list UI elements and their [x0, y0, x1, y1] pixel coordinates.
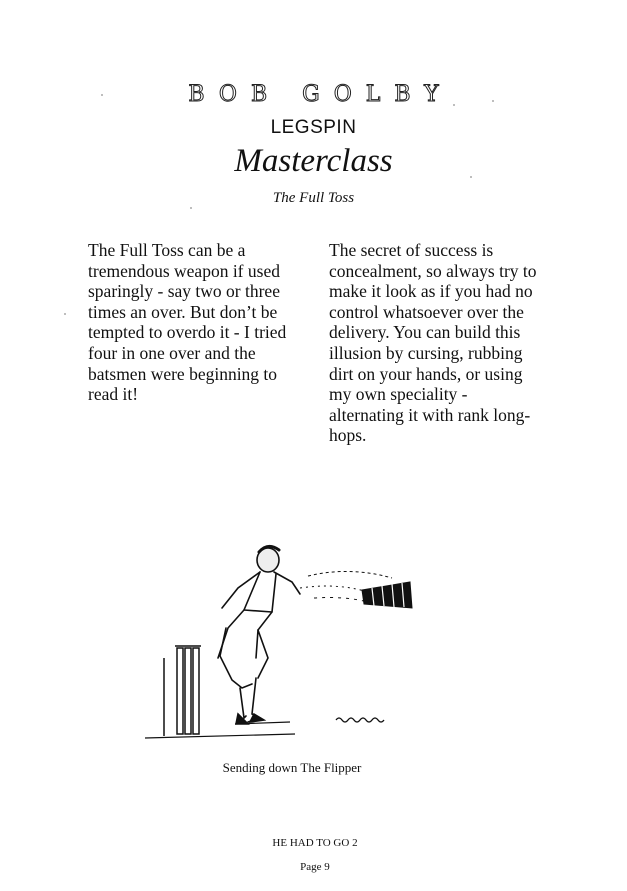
bowler-illustration	[140, 538, 440, 748]
page-title: Masterclass	[234, 143, 393, 179]
author-name: BOB GOLBY	[188, 82, 453, 107]
left-column-text: The Full Toss can be a tremendous weapon if used sparingly - say two or three times an over. But don’t be tempted to overdo it - I tried four in one over and the batsmen were beginning to read it!	[88, 240, 287, 405]
page-subtitle: The Full Toss	[272, 190, 355, 206]
scan-speck	[64, 313, 66, 315]
scan-speck	[492, 100, 494, 102]
scan-speck	[470, 176, 472, 178]
stumps-icon	[164, 646, 201, 736]
right-column-text: The secret of success is concealment, so always try to make it look as if you had no control whatsoever over the delivery. You can build this illusion by cursing, rubbing dirt on your hands, or using my own speciality - alternating it with rank long-hops.	[329, 240, 537, 446]
artist-signature	[336, 718, 384, 722]
publication-title: HE HAD TO GO 2	[272, 837, 358, 849]
illustration-caption: Sending down The Flipper	[222, 760, 362, 775]
scan-speck	[453, 104, 455, 106]
scan-speck	[101, 94, 103, 96]
ground-line	[145, 722, 295, 738]
bowler-figure	[218, 546, 300, 724]
ball-trail-icon	[300, 571, 412, 608]
scan-speck	[190, 207, 192, 209]
series-label: LEGSPIN	[270, 117, 357, 138]
page-number: Page 9	[300, 861, 330, 873]
